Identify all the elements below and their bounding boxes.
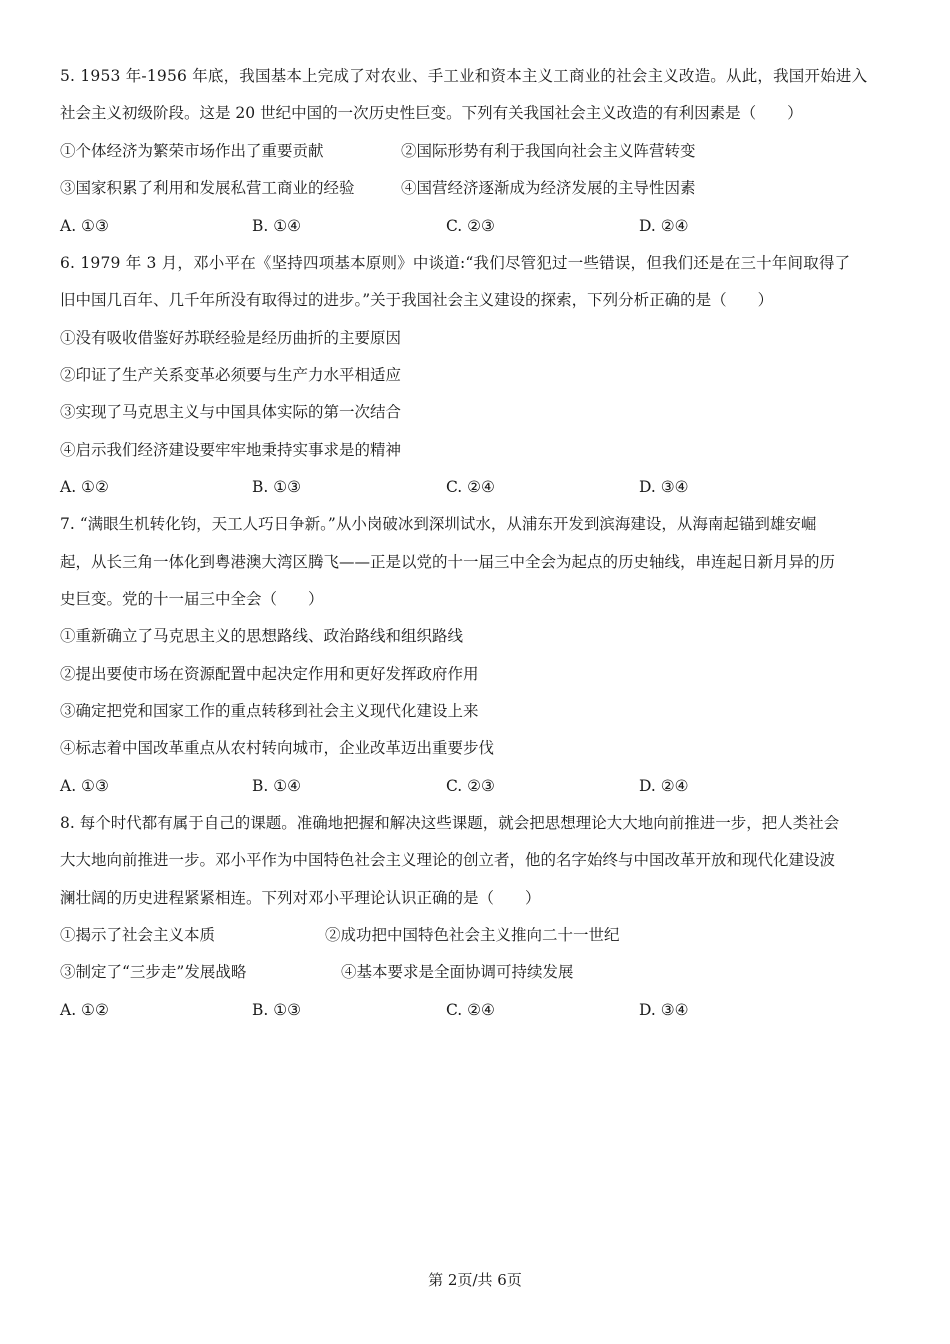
question-7-options	[60, 776, 900, 796]
question-6-option-d[interactable]: D. ③④	[639, 478, 689, 496]
question-6-option-b[interactable]: B. ①③	[252, 478, 302, 496]
question-5-statements-row-1	[60, 141, 900, 161]
question-7-option-a[interactable]: A. ①③	[60, 777, 109, 795]
question-8-statement-3: ③制定了“三步走”发展战略	[60, 963, 247, 981]
question-5-statement-2: ②国际形势有利于我国向社会主义阵营转变	[401, 142, 696, 160]
question-8-statements-row-2	[60, 962, 900, 982]
question-6-statement-3: ③实现了马克思主义与中国具体实际的第一次结合	[60, 403, 402, 421]
question-7-stem-line-3: 史巨变。党的十一届三中全会（ ）	[60, 590, 324, 608]
question-8-option-d[interactable]: D. ③④	[639, 1001, 689, 1019]
question-7-stem-line-1: 7. “满眼生机转化钧，天工人巧日争新。”从小岗破冰到深圳试水，从浦东开发到滨海建设，从海南起锚到雄安崛	[60, 515, 817, 533]
question-5-statement-4: ④国营经济逐渐成为经济发展的主导性因素	[401, 179, 696, 197]
question-7-statement-2: ②提出要使市场在资源配置中起决定作用和更好发挥政府作用	[60, 665, 479, 683]
question-6-options	[60, 477, 900, 497]
question-6-statement-1: ①没有吸收借鉴好苏联经验是经历曲折的主要原因	[60, 329, 402, 347]
question-8-options	[60, 1000, 900, 1020]
question-6-stem-line-2: 旧中国几百年、几千年所没有取得过的进步。”关于我国社会主义建设的探索，下列分析正确的是（ ）	[60, 291, 774, 309]
question-5-statement-1: ①个体经济为繁荣市场作出了重要贡献	[60, 142, 324, 160]
question-5-option-b[interactable]: B. ①④	[252, 217, 302, 235]
question-5-option-c[interactable]: C. ②③	[446, 217, 495, 235]
question-8-option-b[interactable]: B. ①③	[252, 1001, 302, 1019]
page-footer: 第 2页/共 6页	[428, 1271, 522, 1289]
question-8-stem-line-3: 澜壮阔的历史进程紧紧相连。下列对邓小平理论认识正确的是（ ）	[60, 889, 541, 907]
question-8-statement-2: ②成功把中国特色社会主义推向二十一世纪	[325, 926, 620, 944]
question-8-statement-4: ④基本要求是全面协调可持续发展	[341, 963, 574, 981]
question-7-option-c[interactable]: C. ②③	[446, 777, 495, 795]
question-5-option-a[interactable]: A. ①③	[60, 217, 109, 235]
question-5-option-d[interactable]: D. ②④	[639, 217, 689, 235]
question-8-option-a[interactable]: A. ①②	[60, 1001, 109, 1019]
question-6-stem-line-1: 6. 1979 年 3 月，邓小平在《坚持四项基本原则》中谈道:“我们尽管犯过一些错误，但我们还是在三十年间取得了	[60, 254, 851, 272]
question-7-option-b[interactable]: B. ①④	[252, 777, 302, 795]
question-5-stem-line-2: 社会主义初级阶段。这是 20 世纪中国的一次历史性巨变。下列有关我国社会主义改造的有利因素是（ ）	[60, 104, 803, 122]
question-8-stem-line-2: 大大地向前推进一步。邓小平作为中国特色社会主义理论的创立者，他的名字始终与中国改革开放和现代化建设波	[60, 851, 836, 869]
question-6-statement-4: ④启示我们经济建设要牢牢地秉持实事求是的精神	[60, 441, 402, 459]
question-7-statement-1: ①重新确立了马克思主义的思想路线、政治路线和组织路线	[60, 627, 464, 645]
question-8-statement-1: ①揭示了社会主义本质	[60, 926, 216, 944]
question-6-option-a[interactable]: A. ①②	[60, 478, 109, 496]
question-7-statement-3: ③确定把党和国家工作的重点转移到社会主义现代化建设上来	[60, 702, 479, 720]
question-7-option-d[interactable]: D. ②④	[639, 777, 689, 795]
question-6-statement-2: ②印证了生产关系变革必须要与生产力水平相适应	[60, 366, 402, 384]
question-7-stem-line-2: 起，从长三角一体化到粤港澳大湾区腾飞——正是以党的十一届三中全会为起点的历史轴线，串连起日新月异的历	[60, 553, 836, 571]
question-5-options	[60, 216, 900, 236]
question-8-stem-line-1: 8. 每个时代都有属于自己的课题。准确地把握和解决这些课题，就会把思想理论大大地向前推进一步，把人类社会	[60, 814, 840, 832]
question-7-statement-4: ④标志着中国改革重点从农村转向城市，企业改革迈出重要步伐	[60, 739, 495, 757]
question-8-statements-row-1	[60, 925, 900, 945]
question-5-statement-3: ③国家积累了利用和发展私营工商业的经验	[60, 179, 355, 197]
question-5-stem-line-1: 5. 1953 年-1956 年底，我国基本上完成了对农业、手工业和资本主义工商业的社会主义改造。从此，我国开始进入	[60, 67, 868, 85]
question-8-option-c[interactable]: C. ②④	[446, 1001, 495, 1019]
question-6-option-c[interactable]: C. ②④	[446, 478, 495, 496]
question-5-statements-row-2	[60, 178, 900, 198]
